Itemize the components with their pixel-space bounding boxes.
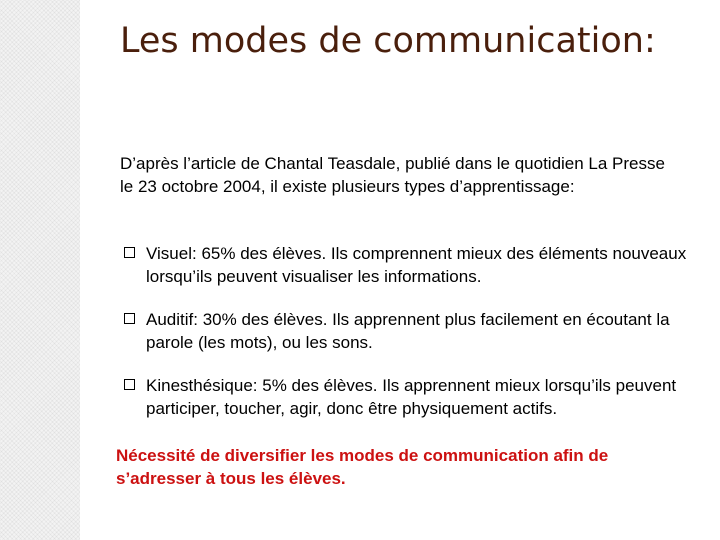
bullet-auditif xyxy=(124,308,704,354)
bullet-text: Auditif: 30% des élèves. Ils apprennent plus facilement en écoutant la parole (les mots), ou les sons. xyxy=(146,310,670,352)
checkbox-bullet-icon xyxy=(124,247,135,258)
bullet-list xyxy=(124,242,704,440)
intro-paragraph: D’après l’article de Chantal Teasdale, publié dans le quotidien La Presse le 23 octobre 2004, il existe plusieurs types d’apprentissage: xyxy=(120,154,665,196)
checkbox-bullet-icon xyxy=(124,313,135,324)
bullet-text: Kinesthésique: 5% des élèves. Ils apprennent mieux lorsqu’ils peuvent participer, toucher, agir, donc être physiquement actifs. xyxy=(146,376,677,418)
bullet-kinesthesique xyxy=(124,374,704,420)
checkbox-bullet-icon xyxy=(124,379,135,390)
conclusion-text: Nécessité de diversifier les modes de communication afin de s’adresser à tous les élèves. xyxy=(116,446,609,488)
slide-title: Les modes de communication: xyxy=(120,21,656,61)
bullet-visuel xyxy=(124,242,704,288)
bullet-text: Visuel: 65% des élèves. Ils comprennent mieux des éléments nouveaux lorsqu’ils peuvent visualiser les informations. xyxy=(146,244,687,286)
